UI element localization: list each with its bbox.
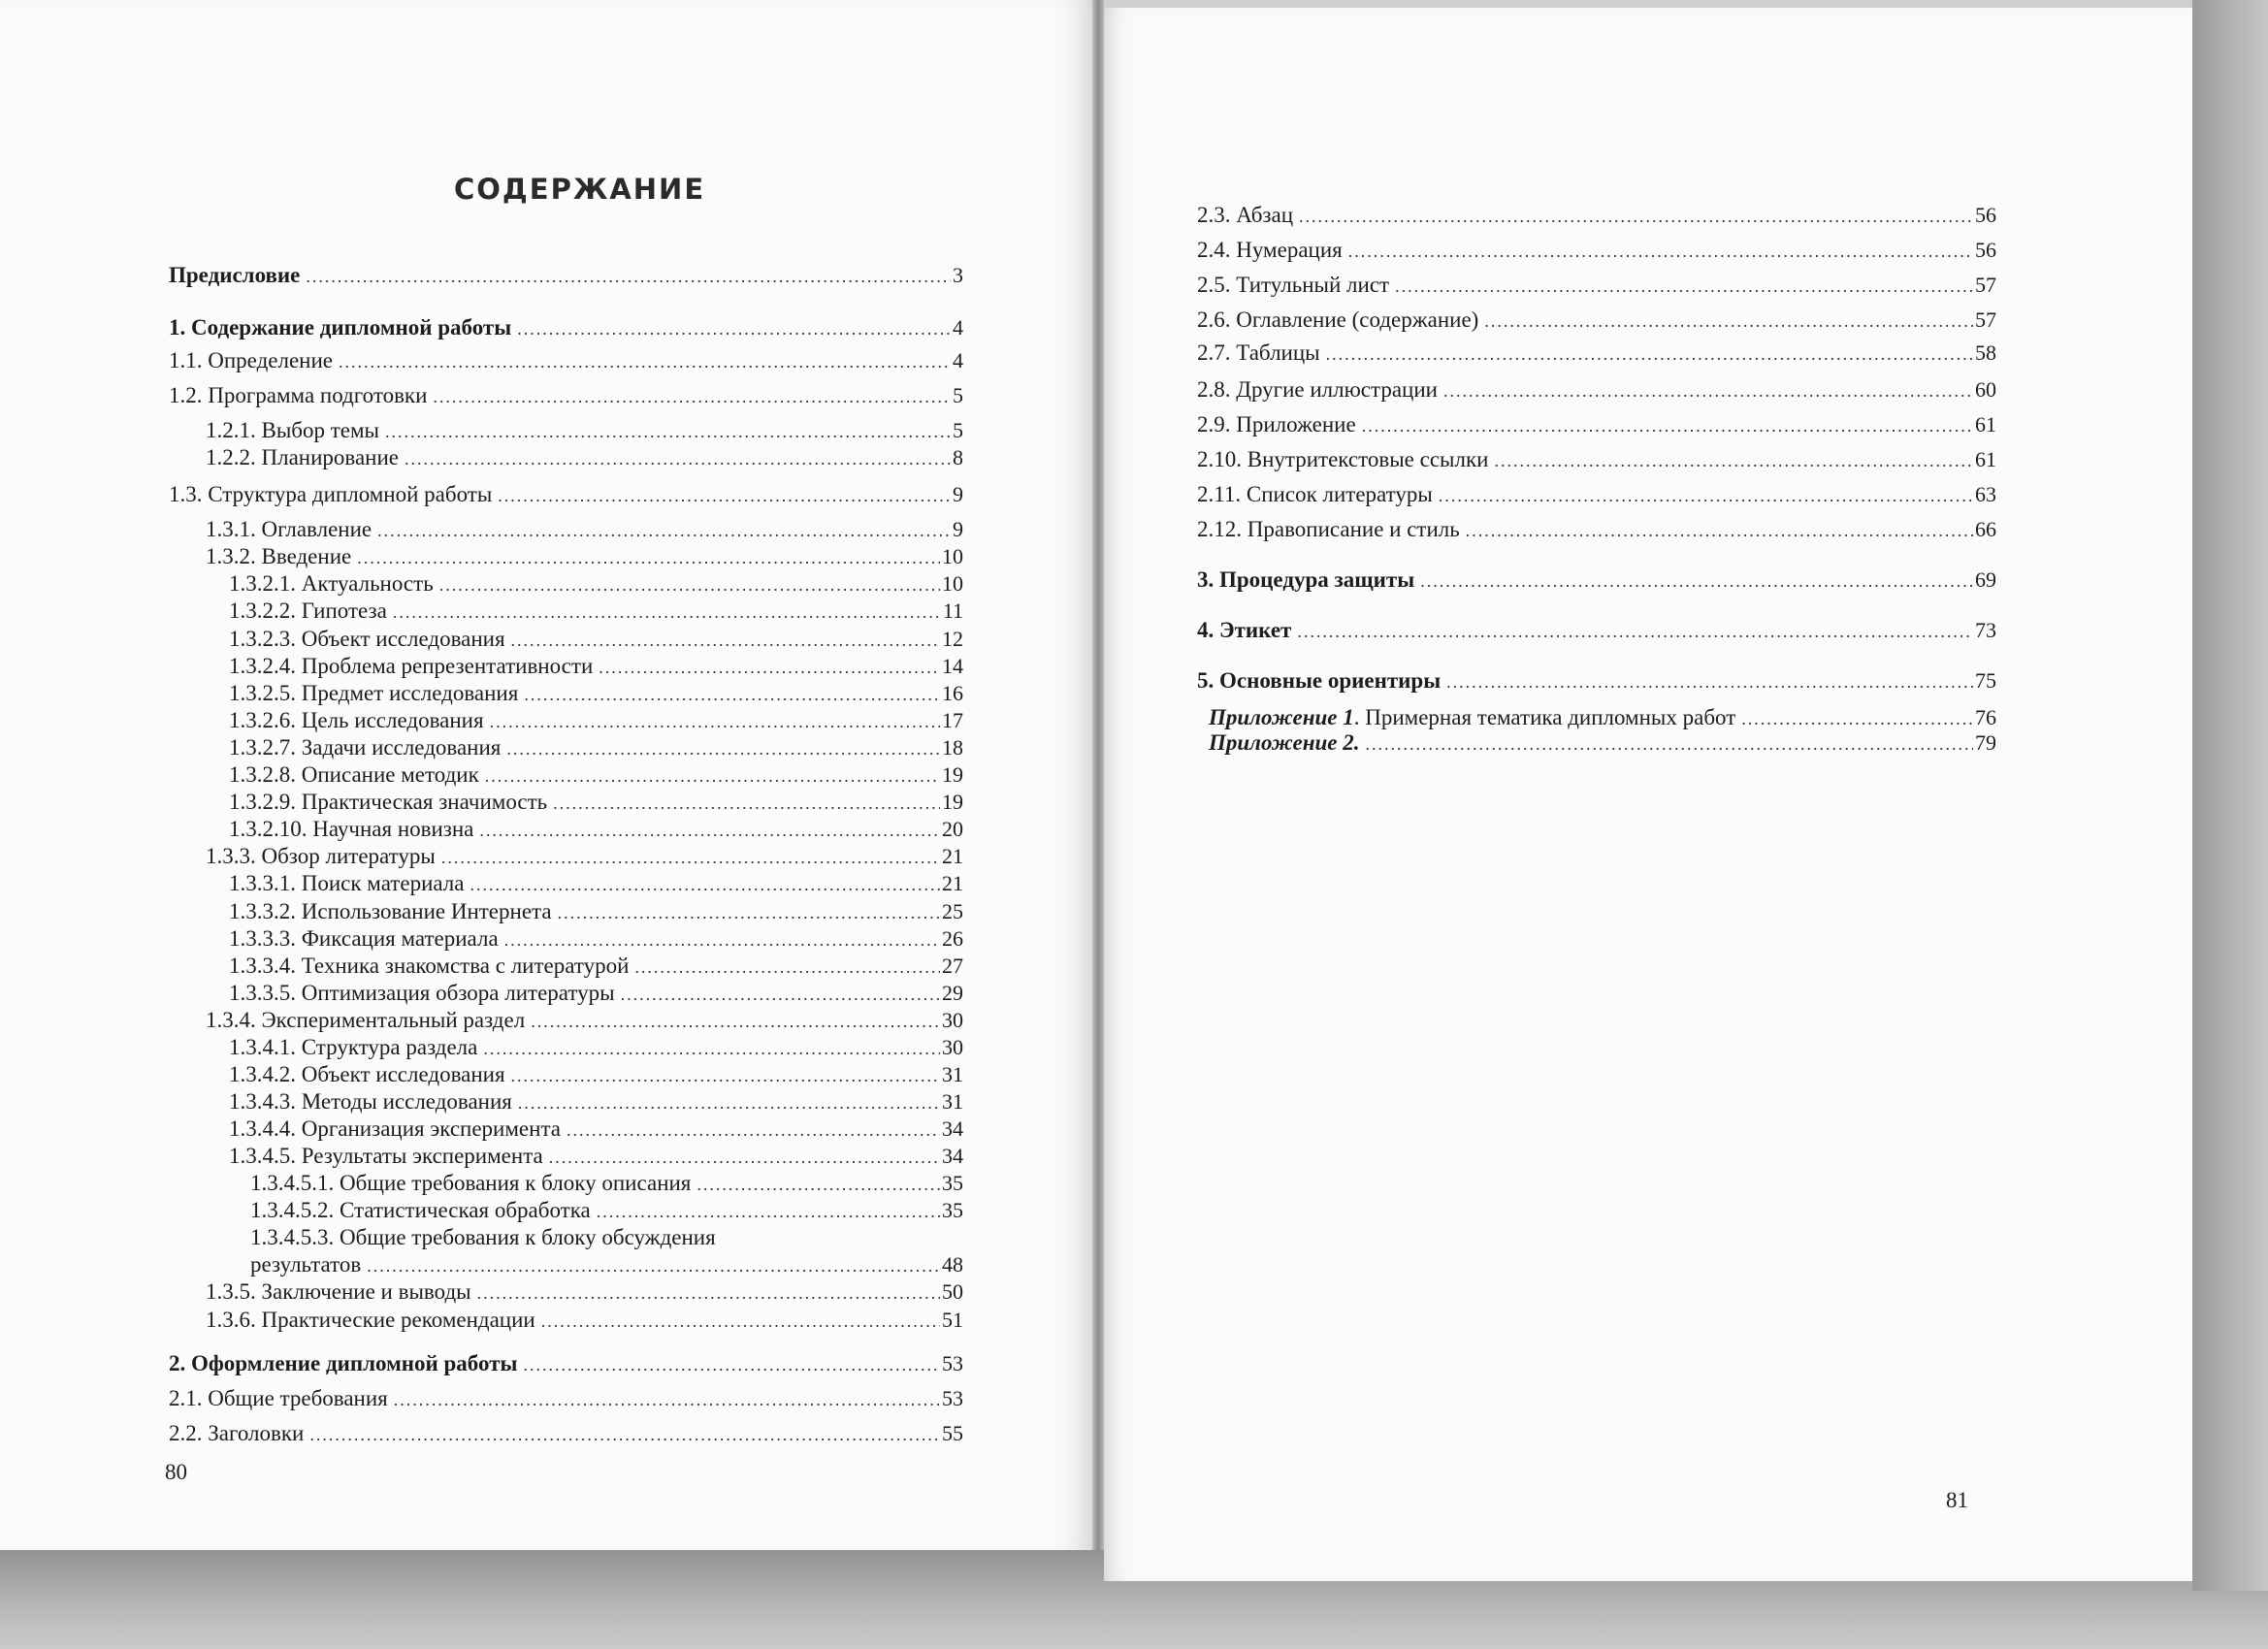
toc-entry-label bbox=[250, 1170, 697, 1197]
toc-entry-text: 1.3.2.2. Гипотеза bbox=[229, 598, 387, 623]
toc-entry bbox=[1209, 729, 1996, 758]
toc-entry-text: 1.3.4.5.1. Общие требования к блоку описания bbox=[250, 1171, 692, 1195]
toc-entry-page: 19 bbox=[942, 790, 963, 814]
toc-entry-text: 1.3.4.5. Результаты эксперимента bbox=[229, 1144, 543, 1168]
toc-entry-label bbox=[1197, 340, 1326, 367]
toc-entry-page: 75 bbox=[1975, 668, 1996, 693]
toc-entry bbox=[229, 898, 963, 926]
toc-entry-page: 73 bbox=[1975, 618, 1996, 642]
toc-entry-page: 20 bbox=[942, 817, 963, 841]
toc-entry-text: 2.9. Приложение bbox=[1197, 412, 1356, 436]
toc-entry-page: 17 bbox=[942, 708, 963, 732]
page-number-right: 81 bbox=[1946, 1488, 1968, 1512]
toc-entry bbox=[1197, 340, 1996, 368]
toc-entry-text: 1.3.4.3. Методы исследования bbox=[229, 1089, 512, 1114]
toc-entry-text: 2.11. Список литературы bbox=[1197, 482, 1433, 506]
dot-leader bbox=[1395, 273, 1973, 300]
dot-leader bbox=[518, 1089, 940, 1116]
toc-entry-label bbox=[229, 1034, 483, 1061]
dot-leader bbox=[1741, 705, 1973, 732]
toc-entry-text: 2.3. Абзац bbox=[1197, 203, 1293, 227]
toc-entry-label bbox=[206, 1007, 531, 1034]
toc-entry bbox=[229, 1061, 963, 1089]
toc-entry bbox=[206, 1307, 963, 1335]
dot-leader bbox=[506, 735, 940, 762]
book-gutter bbox=[1092, 0, 1104, 1550]
dot-leader bbox=[405, 445, 951, 472]
toc-entry-page: 63 bbox=[1975, 482, 1996, 506]
toc-entry-page: 56 bbox=[1975, 203, 1996, 227]
toc-entry bbox=[229, 789, 963, 817]
toc-entry-page: 29 bbox=[942, 981, 963, 1005]
dot-leader bbox=[439, 571, 940, 598]
toc-entry bbox=[169, 314, 963, 342]
toc-entry-text: 2.12. Правописание и стиль bbox=[1197, 517, 1460, 541]
toc-entry-label bbox=[229, 626, 511, 653]
toc-entry-label bbox=[206, 1307, 541, 1334]
toc-entry bbox=[229, 980, 963, 1008]
toc-entry-text: 1.3.2. Введение bbox=[206, 544, 352, 568]
toc-entry-text: 1.3.2.7. Задачи исследования bbox=[229, 735, 502, 760]
toc-entry-label bbox=[206, 543, 357, 570]
toc-entry-label bbox=[1209, 729, 1366, 757]
dot-leader bbox=[504, 926, 940, 954]
toc-entry-text: 1.3.2.6. Цель исследования bbox=[229, 708, 484, 732]
toc-entry-page: 18 bbox=[942, 735, 963, 760]
dot-leader bbox=[485, 762, 940, 790]
toc-entry-label bbox=[206, 516, 377, 543]
toc-entry bbox=[229, 1143, 963, 1171]
toc-entry-page: 76 bbox=[1975, 705, 1996, 729]
toc-appendix-label: Приложение 1 bbox=[1209, 705, 1354, 729]
toc-entry-label bbox=[169, 314, 517, 341]
toc-entry bbox=[229, 761, 963, 790]
dot-leader bbox=[490, 708, 940, 735]
toc-entry-page: 58 bbox=[1975, 340, 1996, 365]
toc-entry-text: 1.3.2.5. Предмет исследования bbox=[229, 681, 519, 705]
toc-entry bbox=[206, 843, 963, 871]
toc-entry bbox=[229, 598, 963, 626]
dot-leader bbox=[517, 315, 951, 342]
dot-leader bbox=[567, 1116, 940, 1144]
dot-leader bbox=[1420, 567, 1973, 595]
toc-entry-label bbox=[1197, 667, 1446, 695]
dot-leader bbox=[1443, 377, 1973, 404]
toc-entry-label bbox=[1197, 617, 1297, 644]
toc-entry-text: 1.3.3.4. Техника знакомства с литературой bbox=[229, 954, 630, 978]
toc-entry-page: 35 bbox=[942, 1198, 963, 1222]
dot-leader bbox=[1299, 203, 1973, 230]
toc-entry-label bbox=[206, 417, 385, 444]
toc-entry-line bbox=[250, 1251, 963, 1279]
dot-leader bbox=[697, 1171, 940, 1198]
toc-entry-text: 5. Основные ориентиры bbox=[1197, 668, 1442, 693]
toc-entry bbox=[250, 1170, 963, 1198]
toc-entry-label bbox=[169, 347, 339, 374]
dot-leader bbox=[1484, 307, 1973, 335]
toc-entry-label bbox=[1197, 202, 1299, 229]
dot-leader bbox=[1297, 618, 1973, 645]
toc-entry-label bbox=[229, 925, 504, 953]
toc-entry-line bbox=[250, 1224, 963, 1251]
toc-entry bbox=[1197, 307, 1996, 335]
toc-entry bbox=[206, 543, 963, 571]
toc-entry-label bbox=[229, 761, 485, 789]
dot-leader bbox=[549, 1144, 940, 1171]
toc-entry bbox=[229, 1088, 963, 1116]
dot-leader bbox=[479, 817, 940, 844]
toc-entry bbox=[206, 417, 963, 445]
toc-entry-page: 53 bbox=[942, 1351, 963, 1375]
toc-entry-label bbox=[1197, 411, 1362, 438]
toc-entry-label bbox=[229, 680, 524, 707]
toc-entry bbox=[229, 925, 963, 954]
toc-entry bbox=[1197, 617, 1996, 645]
toc-entry-label bbox=[229, 1143, 549, 1170]
dot-leader bbox=[1326, 340, 1973, 368]
dot-leader bbox=[523, 1351, 940, 1378]
page-number-left: 80 bbox=[165, 1460, 187, 1484]
toc-entry-label bbox=[206, 1278, 477, 1306]
dot-leader bbox=[339, 348, 951, 375]
dot-leader bbox=[357, 544, 940, 571]
toc-entry-page: 31 bbox=[942, 1089, 963, 1114]
toc-entry-text: 1.3.3.5. Оптимизация обзора литературы bbox=[229, 981, 615, 1005]
toc-entry-label bbox=[1197, 481, 1439, 508]
toc-entry-label bbox=[1197, 376, 1443, 404]
toc-entry bbox=[229, 680, 963, 708]
toc-entry bbox=[1197, 376, 1996, 404]
toc-entry-text: 1.3.1. Оглавление bbox=[206, 517, 373, 541]
toc-entry bbox=[1197, 667, 1996, 695]
dot-leader bbox=[511, 627, 940, 654]
toc-entry bbox=[169, 481, 963, 509]
toc-entry-page: 10 bbox=[942, 571, 963, 596]
toc-entry bbox=[229, 1116, 963, 1144]
dot-leader bbox=[541, 1308, 940, 1335]
toc-entry bbox=[1197, 237, 1996, 265]
toc-entry-label bbox=[229, 734, 506, 761]
toc-entry-text: 1.3.4.5.3. Общие требования к блоку обсуждения bbox=[250, 1225, 716, 1249]
toc-entry-label bbox=[229, 653, 599, 680]
toc-entry-label bbox=[229, 1061, 511, 1088]
toc-entry-label bbox=[250, 1225, 722, 1249]
dot-leader bbox=[306, 263, 951, 290]
toc-entry-text: 1.3.4.1. Структура раздела bbox=[229, 1035, 478, 1059]
toc-entry bbox=[206, 444, 963, 472]
toc-entry-label bbox=[1197, 516, 1466, 543]
toc-entry bbox=[250, 1197, 963, 1225]
toc-entry-text: 2.2. Заголовки bbox=[169, 1421, 305, 1445]
toc-entry-page: 53 bbox=[942, 1386, 963, 1410]
dot-leader bbox=[1366, 730, 1974, 758]
toc-entry-page: 55 bbox=[942, 1421, 963, 1445]
toc-entry-text: 1.2.1. Выбор темы bbox=[206, 418, 380, 442]
toc-entry-page: 34 bbox=[942, 1116, 963, 1141]
toc-entry-page: 50 bbox=[942, 1279, 963, 1304]
toc-entry-label bbox=[169, 1420, 309, 1447]
toc-entry bbox=[1197, 481, 1996, 509]
toc-entry-label bbox=[169, 1385, 394, 1412]
toc-entry-label bbox=[229, 789, 553, 816]
toc-entry-text: 4. Этикет bbox=[1197, 618, 1292, 642]
toc-entry-page: 9 bbox=[953, 517, 963, 541]
toc-entry-page: 35 bbox=[942, 1171, 963, 1195]
dot-leader bbox=[597, 1198, 940, 1225]
toc-entry-text: Предисловие bbox=[169, 263, 301, 287]
toc-entry-text: 2. Оформление дипломной работы bbox=[169, 1351, 518, 1375]
toc-entry-text: 2.6. Оглавление (содержание) bbox=[1197, 307, 1479, 332]
toc-entry-text: 1.3.3.3. Фиксация материала bbox=[229, 926, 499, 951]
toc-entry-page: 3 bbox=[953, 263, 963, 287]
toc-entry-label bbox=[229, 870, 470, 897]
dot-leader bbox=[1446, 668, 1973, 695]
dot-leader bbox=[524, 681, 940, 708]
toc-entry-text: 1.3.5. Заключение и выводы bbox=[206, 1279, 471, 1304]
toc-entry-text: 2.8. Другие иллюстрации bbox=[1197, 377, 1438, 402]
dot-leader bbox=[483, 1035, 940, 1062]
toc-entry-page: 57 bbox=[1975, 307, 1996, 332]
toc-entry bbox=[229, 1034, 963, 1062]
toc-entry-page: 34 bbox=[942, 1144, 963, 1168]
toc-entry-label bbox=[1209, 704, 1741, 731]
toc-entry-text: 1.3.2.1. Актуальность bbox=[229, 571, 434, 596]
toc-entry-page: 30 bbox=[942, 1035, 963, 1059]
dot-leader bbox=[1348, 238, 1973, 265]
toc-entry-label bbox=[1197, 307, 1484, 334]
toc-entry-page: 5 bbox=[953, 383, 963, 407]
toc-entry-text: 1.2.2. Планирование bbox=[206, 445, 400, 469]
toc-entry bbox=[169, 347, 963, 375]
toc-entry-text-continued: результатов bbox=[250, 1252, 362, 1277]
toc-entry-label bbox=[1197, 446, 1494, 473]
toc-entry-label bbox=[169, 262, 306, 289]
toc-entry bbox=[229, 707, 963, 735]
toc-title: СОДЕРЖАНИЕ bbox=[454, 173, 706, 206]
scanner-edge bbox=[2192, 0, 2268, 1591]
toc-entry-page: 5 bbox=[953, 418, 963, 442]
dot-leader bbox=[498, 482, 951, 509]
dot-leader bbox=[1362, 412, 1973, 439]
toc-entry-label bbox=[169, 481, 498, 508]
toc-entry-label bbox=[1197, 237, 1348, 264]
toc-entry bbox=[229, 870, 963, 898]
toc-entry-page: 61 bbox=[1975, 447, 1996, 471]
toc-entry-page: 66 bbox=[1975, 517, 1996, 541]
toc-entry bbox=[169, 1420, 963, 1448]
toc-entry-page: 57 bbox=[1975, 273, 1996, 297]
dot-leader bbox=[1494, 447, 1973, 474]
dot-leader bbox=[441, 844, 940, 871]
dot-leader bbox=[1439, 482, 1973, 509]
toc-entry-text: 1.3.2.10. Научная новизна bbox=[229, 817, 474, 841]
dot-leader bbox=[531, 1008, 940, 1035]
toc-entry-label bbox=[169, 1350, 523, 1377]
toc-entry-text: 1.3.6. Практические рекомендации bbox=[206, 1308, 535, 1332]
toc-entry-label bbox=[229, 816, 479, 843]
toc-entry-text: 2.7. Таблицы bbox=[1197, 340, 1320, 365]
toc-entry-text: 2.10. Внутритекстовые ссылки bbox=[1197, 447, 1489, 471]
toc-entry bbox=[229, 953, 963, 981]
toc-entry bbox=[1197, 516, 1996, 544]
toc-entry-text: 1.1. Определение bbox=[169, 348, 333, 372]
toc-entry-label bbox=[229, 980, 621, 1007]
toc-entry-text: 1.2. Программа подготовки bbox=[169, 383, 428, 407]
toc-entry bbox=[229, 570, 963, 598]
toc-entry-page: 27 bbox=[942, 954, 963, 978]
toc-entry-text: 1.3.2.3. Объект исследования bbox=[229, 627, 505, 651]
dot-leader bbox=[1466, 517, 1973, 544]
toc-entry bbox=[1209, 704, 1996, 732]
dot-leader bbox=[477, 1279, 940, 1307]
toc-entry-page: 19 bbox=[942, 762, 963, 787]
toc-entry bbox=[229, 653, 963, 681]
toc-entry-label bbox=[229, 570, 439, 598]
toc-entry-text: 2.5. Титульный лист bbox=[1197, 273, 1390, 297]
toc-entry-page: 14 bbox=[942, 654, 963, 678]
dot-leader bbox=[553, 790, 940, 817]
toc-entry-text: 1.3.4.2. Объект исследования bbox=[229, 1062, 505, 1086]
dot-leader bbox=[511, 1062, 940, 1089]
toc-entry-text: 1. Содержание дипломной работы bbox=[169, 315, 512, 340]
toc-entry-label bbox=[229, 1116, 567, 1143]
toc-entry-label bbox=[206, 843, 441, 870]
toc-entry-label bbox=[229, 707, 490, 734]
toc-entry-page: 79 bbox=[1975, 730, 1996, 755]
toc-entry-page: 9 bbox=[953, 482, 963, 506]
dot-leader bbox=[367, 1252, 940, 1279]
dot-leader bbox=[621, 981, 940, 1008]
toc-entry bbox=[1197, 566, 1996, 595]
toc-entry-text: 1.3.2.4. Проблема репрезентативности bbox=[229, 654, 594, 678]
toc-entry-text: 2.1. Общие требования bbox=[169, 1386, 388, 1410]
toc-entry-label bbox=[229, 1088, 518, 1116]
toc-entry-label bbox=[206, 444, 405, 471]
toc-entry-page: 51 bbox=[942, 1308, 963, 1332]
toc-entry-page: 4 bbox=[953, 348, 963, 372]
toc-entry-label bbox=[229, 898, 558, 925]
toc-entry-text: 1.3.2.9. Практическая значимость bbox=[229, 790, 548, 814]
toc-entry bbox=[229, 626, 963, 654]
left-page bbox=[0, 0, 1092, 1550]
dot-leader bbox=[309, 1421, 940, 1448]
toc-entry-page: 25 bbox=[942, 899, 963, 923]
dot-leader bbox=[470, 871, 940, 898]
toc-entry-page: 56 bbox=[1975, 238, 1996, 262]
toc-entry bbox=[1197, 202, 1996, 230]
toc-entry bbox=[169, 262, 963, 290]
dot-leader bbox=[558, 899, 940, 926]
toc-entry-text: 1.3.3.1. Поиск материала bbox=[229, 871, 465, 895]
dot-leader bbox=[394, 1386, 940, 1413]
toc-entry-page: 10 bbox=[942, 544, 963, 568]
toc-entry-page: 48 bbox=[942, 1252, 963, 1277]
toc-entry-page: 30 bbox=[942, 1008, 963, 1032]
toc-entry-text: 1.3.2.8. Описание методик bbox=[229, 762, 479, 787]
toc-entry-label bbox=[250, 1197, 597, 1224]
toc-entry-page: 12 bbox=[942, 627, 963, 651]
toc-entry-label bbox=[229, 953, 634, 980]
toc-entry-label bbox=[1197, 272, 1395, 299]
toc-entry-text: 1.3.4.5.2. Статистическая обработка bbox=[250, 1198, 591, 1222]
toc-entry-text: . Примерная тематика дипломных работ bbox=[1353, 705, 1736, 729]
dot-leader bbox=[599, 654, 940, 681]
toc-entry-page: 4 bbox=[953, 315, 963, 340]
toc-entry bbox=[169, 1350, 963, 1378]
toc-entry-page: 8 bbox=[953, 445, 963, 469]
toc-entry bbox=[206, 1278, 963, 1307]
toc-entry-text: 1.3.3. Обзор литературы bbox=[206, 844, 436, 868]
toc-entry-text: 1.3.4.4. Организация эксперимента bbox=[229, 1116, 561, 1141]
dot-leader bbox=[377, 517, 951, 544]
toc-entry-text: 1.3.3.2. Использование Интернета bbox=[229, 899, 552, 923]
dot-leader bbox=[433, 383, 951, 410]
toc-entry-page: 26 bbox=[942, 926, 963, 951]
toc-appendix-label: Приложение 2. bbox=[1209, 730, 1360, 755]
toc-entry-text: 1.3.4. Экспериментальный раздел bbox=[206, 1008, 526, 1032]
toc-entry-page: 69 bbox=[1975, 567, 1996, 592]
toc-entry-label bbox=[229, 598, 393, 625]
dot-leader bbox=[634, 954, 940, 981]
dot-leader bbox=[385, 418, 951, 445]
toc-entry-label bbox=[1197, 566, 1420, 594]
toc-entry bbox=[1197, 446, 1996, 474]
toc-entry bbox=[229, 734, 963, 762]
toc-entry bbox=[206, 516, 963, 544]
toc-entry-label bbox=[169, 382, 433, 409]
toc-entry bbox=[1197, 411, 1996, 439]
dot-leader bbox=[393, 598, 941, 626]
toc-entry-text: 3. Процедура защиты bbox=[1197, 567, 1415, 592]
toc-entry-text: 1.3. Структура дипломной работы bbox=[169, 482, 493, 506]
right-page bbox=[1104, 8, 2192, 1581]
toc-entry-page: 21 bbox=[942, 844, 963, 868]
toc-entry-text: 2.4. Нумерация bbox=[1197, 238, 1343, 262]
toc-entry bbox=[250, 1224, 963, 1279]
toc-entry bbox=[1197, 272, 1996, 300]
toc-entry-page: 60 bbox=[1975, 377, 1996, 402]
toc-entry-page: 31 bbox=[942, 1062, 963, 1086]
toc-entry bbox=[206, 1007, 963, 1035]
toc-entry-page: 11 bbox=[942, 598, 963, 623]
toc-entry bbox=[169, 382, 963, 410]
toc-entry-page: 61 bbox=[1975, 412, 1996, 436]
toc-entry-page: 16 bbox=[942, 681, 963, 705]
toc-entry bbox=[169, 1385, 963, 1413]
toc-entry-page: 21 bbox=[942, 871, 963, 895]
toc-entry bbox=[229, 816, 963, 844]
